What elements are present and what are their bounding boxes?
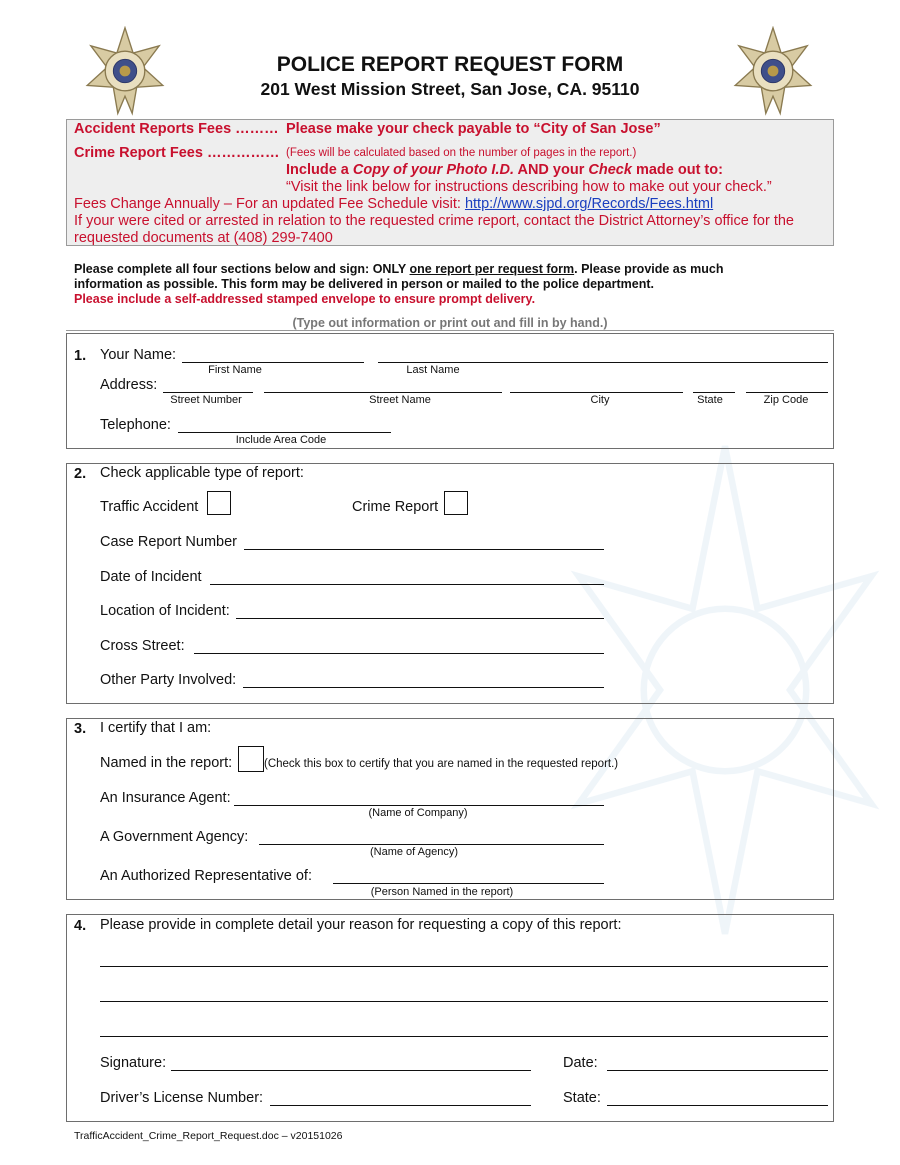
license-label: Driver’s License Number: <box>100 1090 264 1106</box>
named-in-report-label: Named in the report: <box>100 755 233 771</box>
license-field[interactable] <box>270 1105 531 1106</box>
date-of-incident-field[interactable] <box>210 584 604 585</box>
report-type-heading: Check applicable type of report: <box>100 465 304 481</box>
accident-fees-text: Please make your check payable to “City of San Jose” <box>286 121 661 137</box>
certify-heading: I certify that I am: <box>100 720 212 736</box>
agency-caption: (Name of Agency) <box>369 846 459 858</box>
signature-field[interactable] <box>171 1070 531 1071</box>
cross-street-field[interactable] <box>194 653 604 654</box>
address-label: Address: <box>100 377 158 393</box>
date-label: Date: <box>563 1055 598 1071</box>
state-field[interactable] <box>693 392 735 393</box>
include-id-text: Include a Copy of your Photo I.D. AND your Check made out to: <box>286 162 723 178</box>
first-name-field[interactable] <box>182 362 364 363</box>
authorized-rep-field[interactable] <box>333 883 604 884</box>
area-code-caption: Include Area Code <box>235 434 327 446</box>
last-name-field[interactable] <box>378 362 828 363</box>
fee-schedule-link[interactable]: http://www.sjpd.org/Records/Fees.html <box>464 196 714 212</box>
cited-line-1: If your were cited or arrested in relation to the requested crime report, contact the District Attorney’s office for the <box>74 213 794 229</box>
street-name-caption: Street Name <box>369 394 431 406</box>
reason-heading: Please provide in complete detail your reason for requesting a copy of this report: <box>100 917 622 933</box>
insurance-company-field[interactable] <box>234 805 604 806</box>
case-number-field[interactable] <box>244 549 604 550</box>
traffic-accident-checkbox[interactable] <box>207 491 231 515</box>
envelope-note: Please include a self-addressed stamped envelope to ensure prompt delivery. <box>74 292 536 306</box>
cited-line-2: requested documents at (408) 299-7400 <box>74 230 333 246</box>
telephone-label: Telephone: <box>100 417 171 433</box>
crime-fees-note: (Fees will be calculated based on the number of pages in the report.) <box>286 147 637 159</box>
crime-report-label: Crime Report <box>352 499 439 515</box>
other-party-label: Other Party Involved: <box>100 672 237 688</box>
section-4-number: 4. <box>74 918 87 934</box>
authorized-rep-label: An Authorized Representative of: <box>100 868 312 884</box>
government-agency-label: A Government Agency: <box>100 829 249 845</box>
location-field[interactable] <box>236 618 604 619</box>
page-address: 201 West Mission Street, San Jose, CA. 95110 <box>260 79 640 99</box>
section-1-number: 1. <box>74 348 87 364</box>
section-2-number: 2. <box>74 466 87 482</box>
crime-fees-label: Crime Report Fees …………… <box>74 145 280 161</box>
reason-line-3[interactable] <box>100 1036 828 1037</box>
your-name-label: Your Name: <box>100 347 177 363</box>
case-number-label: Case Report Number <box>100 534 237 550</box>
accident-fees-label: Accident Reports Fees ……… <box>74 121 279 137</box>
location-label: Location of Incident: <box>100 603 230 619</box>
person-caption: (Person Named in the report) <box>370 886 514 898</box>
traffic-accident-label: Traffic Accident <box>100 499 199 515</box>
government-agency-field[interactable] <box>259 844 604 845</box>
zip-code-caption: Zip Code <box>763 394 809 406</box>
telephone-field[interactable] <box>178 432 391 433</box>
crime-report-checkbox[interactable] <box>444 491 468 515</box>
footer-filename: TrafficAccident_Crime_Report_Request.doc – v20151026 <box>74 1130 343 1142</box>
named-in-report-checkbox[interactable] <box>238 746 264 772</box>
street-number-field[interactable] <box>163 392 253 393</box>
city-field[interactable] <box>510 392 683 393</box>
license-state-field[interactable] <box>607 1105 828 1106</box>
page-title: POLICE REPORT REQUEST FORM <box>276 53 624 76</box>
visit-link-instruction: “Visit the link below for instructions describing how to make out your check.” <box>286 179 772 195</box>
section-3-number: 3. <box>74 721 87 737</box>
signature-label: Signature: <box>100 1055 167 1071</box>
date-field[interactable] <box>607 1070 828 1071</box>
city-caption: City <box>590 394 610 406</box>
first-name-caption: First Name <box>208 364 262 376</box>
type-note: (Type out information or print out and fill in by hand.) <box>292 316 608 330</box>
zip-code-field[interactable] <box>746 392 828 393</box>
street-name-field[interactable] <box>264 392 502 393</box>
state-caption: State <box>697 394 723 406</box>
reason-line-2[interactable] <box>100 1001 828 1002</box>
license-state-label: State: <box>563 1090 601 1106</box>
company-caption: (Name of Company) <box>368 807 468 819</box>
date-of-incident-label: Date of Incident <box>100 569 202 585</box>
instructions-line-2: information as possible. This form may be delivered in person or mailed to the police department. <box>74 277 654 291</box>
last-name-caption: Last Name <box>406 364 460 376</box>
named-in-report-note: (Check this box to certify that you are named in the requested report.) <box>264 758 619 770</box>
reason-line-1[interactable] <box>100 966 828 967</box>
cross-street-label: Cross Street: <box>100 638 185 654</box>
other-party-field[interactable] <box>243 687 604 688</box>
insurance-agent-label: An Insurance Agent: <box>100 790 231 806</box>
instructions-line-1: Please complete all four sections below and sign: ONLY one report per request form. Please provide as much <box>74 262 724 276</box>
fee-schedule-line: Fees Change Annually – For an updated Fee Schedule visit: http://www.sjpd.org/Records/Fees.html <box>74 196 714 212</box>
street-number-caption: Street Number <box>170 394 242 406</box>
divider <box>66 330 834 331</box>
